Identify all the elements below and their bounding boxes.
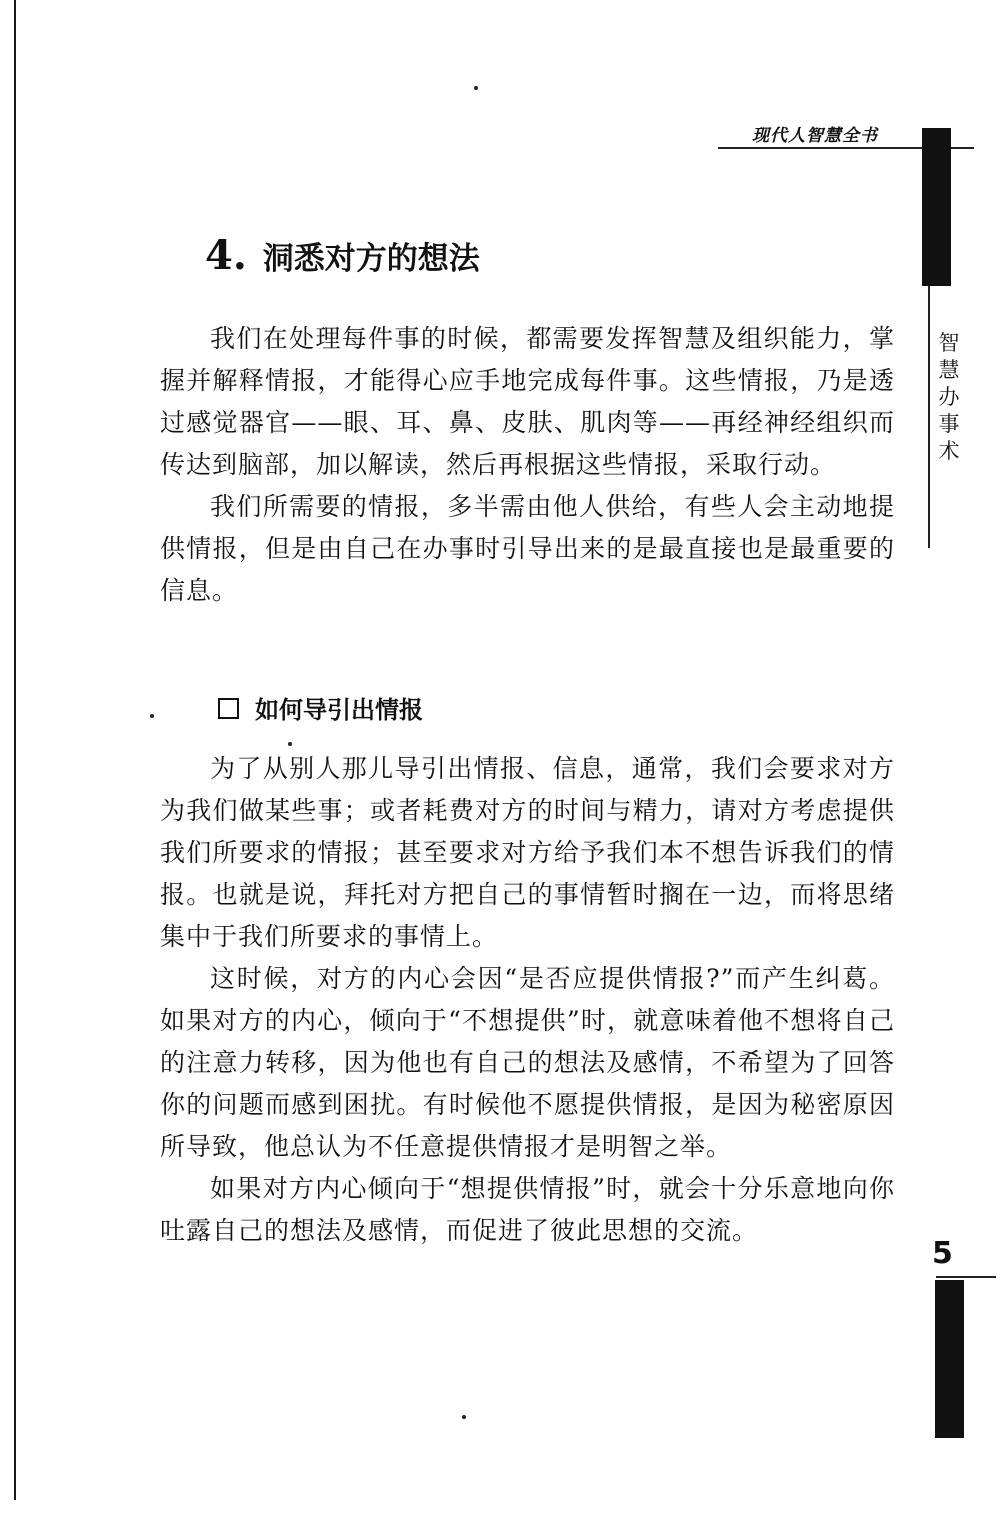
page-number-rule [936, 1276, 996, 1278]
scan-edge-line [14, 0, 16, 1500]
scan-speck [462, 1415, 466, 1419]
scan-speck [474, 86, 478, 90]
section-title: 洞悉对方的想法 [262, 241, 480, 277]
paragraph: 为了从别人那儿导引出情报、信息，通常，我们会要求对方为我们做某些事；或者耗费对方的时间与精力，请对方考虑提供我们所要求的情报；甚至要求对方给予我们本不想告诉我们的情报。也就是说，拜托对方把自己的事情暂时搁在一边，而将思绪集中于我们所要求的事情上。 [160, 754, 895, 951]
subsection-title: 如何导引出情报 [255, 696, 423, 724]
paragraph: 这时候，对方的内心会因“是否应提供情报?”而产生纠葛。如果对方的内心，倾向于“不想提供”时，就意味着他不想将自己的注意力转移，因为他也有自己的想法及感情，不希望为了回答你的问题而感到困扰。有时候他不愿提供情报，是因为秘密原因所导致，他总认为不任意提供情报才是明智之举。 [160, 964, 895, 1161]
side-chapter-label: 智慧办事术 [938, 331, 960, 463]
subsection-heading [218, 690, 618, 725]
thumb-tab-top [922, 128, 951, 286]
section-heading [205, 232, 765, 279]
section-number: 4. [205, 232, 247, 279]
thumb-tab-bottom [935, 1280, 964, 1438]
paragraph: 我们在处理每件事的时候，都需要发挥智慧及组织能力，掌握并解释情报，才能得心应手地完成每件事。这些情报，乃是透过感觉器官——眼、耳、鼻、皮肤、肌肉等——再经神经组织而传达到脑部，加以解读，然后再根据这些情报，采取行动。 [160, 324, 895, 479]
page-number: 5 [932, 1236, 953, 1271]
paragraph: 如果对方内心倾向于“想提供情报”时，就会十分乐意地向你吐露自己的想法及感情，而促进了彼此思想的交流。 [160, 1174, 895, 1245]
checkbox-square-icon [218, 698, 239, 719]
paragraph: 我们所需要的情报，多半需由他人供给，有些人会主动地提供情报，但是由自己在办事时引导出来的是最直接也是最重要的信息。 [160, 492, 895, 605]
scan-speck [288, 742, 292, 746]
scan-speck [150, 714, 154, 718]
subsection-text [160, 748, 895, 1252]
intro-text [160, 318, 895, 612]
running-head: 现代人智慧全书 [752, 126, 878, 146]
side-rule [928, 286, 930, 548]
